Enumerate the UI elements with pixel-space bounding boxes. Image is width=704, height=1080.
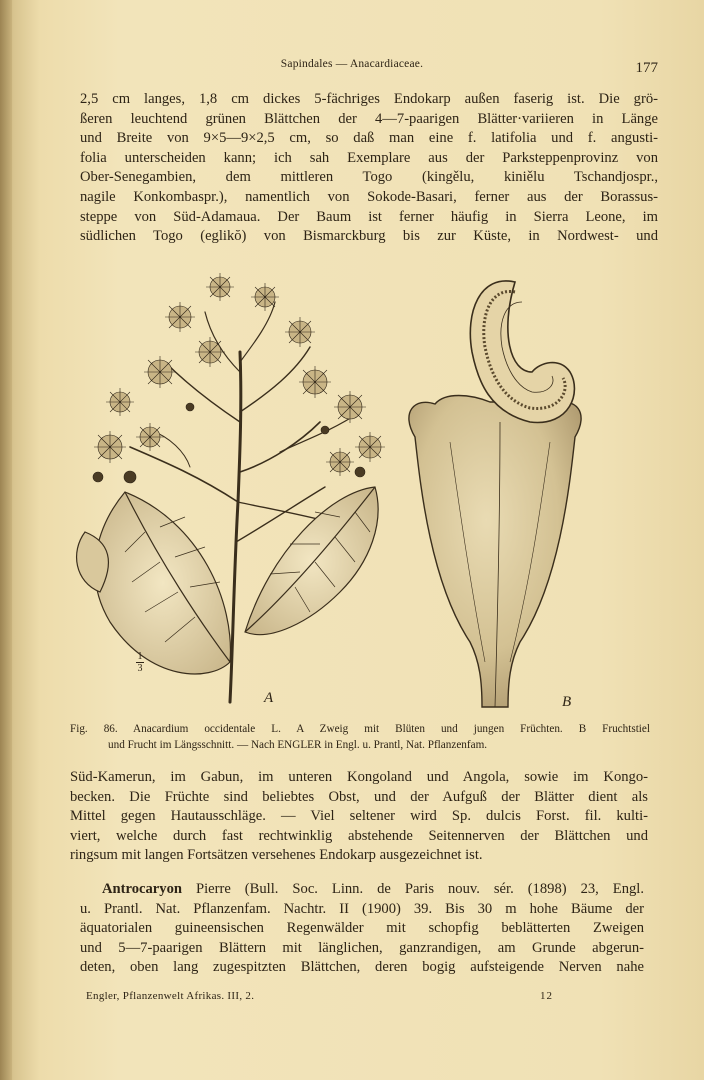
text-line: nagile Konkombaspr.), namentlich von Sokode-Basari, ferner aus der Borassus-	[80, 188, 658, 205]
text-line: deten, oben lang zugespitzten Blättchen, deren bogig aufsteigende Nerven nahe	[80, 959, 644, 976]
text-line: 2,5 cm langes, 1,8 cm dickes 5-fächriges Endokarp außen faserig ist. Die grö-	[80, 91, 658, 107]
text-line: südlichen Togo (eglikŏ) von Bismarckburg bis zur Küste, in Nordwest- und	[80, 228, 658, 245]
text-line: viert, welche durch fast rechtwinklig abstehende Seitennerven der Blättchen und	[70, 827, 648, 844]
text-line: und 5—7-paarigen Blättern mit länglichen, ganzrandigen, am Grunde abgerun-	[80, 939, 644, 956]
figure-label-a: A	[264, 690, 274, 706]
text-line	[80, 880, 644, 900]
genus-name: Antrocaryon	[102, 881, 182, 897]
text-line: u. Prantl. Nat. Pflanzenfam. Nachtr. II (1900) 39. Bis 30 m hohe Bäume der	[80, 900, 644, 917]
footer-book-title: Engler, Pflanzenwelt Afrikas. III, 2.	[86, 990, 255, 1002]
botanical-figure	[70, 262, 660, 718]
body-text-middle	[70, 768, 648, 866]
page-number: 177	[635, 60, 658, 76]
book-gutter	[0, 0, 12, 1080]
text-line: Süd-Kamerun, im Gabun, im unteren Kongoland und Angola, sowie im Kongo-	[70, 769, 648, 785]
text-line: und Breite von 9×5—9×2,5 cm, so daß man eine f. latifolia und f. angusti-	[80, 130, 658, 147]
plant-illustration	[70, 262, 660, 718]
text-line: äquatorialen guineensischen Regenwälder mit schopfig beblätterten Zweigen	[80, 920, 644, 937]
caption-line: Fig. 86. Anacardium occidentale L. A Zweig mit Blüten und jungen Früchten. B Fruchtstiel	[70, 723, 650, 735]
text-line: folia unterscheiden kann; ich sah Exemplare aus der Parksteppenprovinz von	[80, 149, 658, 166]
text-line: Mittel gegen Hautausschläge. — Viel seltener wird Sp. dulcis Forst. fil. kulti-	[70, 808, 648, 825]
figure-label-b: B	[562, 694, 572, 710]
running-head: Sapindales — Anacardiaceae.	[280, 58, 424, 70]
footer-signature: 12	[540, 990, 553, 1002]
fruit-drawing-b	[409, 281, 581, 707]
body-text-bottom	[80, 880, 644, 978]
scale-fraction	[136, 652, 144, 673]
text-line: Ober-Senegambien, dem mittleren Togo (kingělu, kiniělu Tschandjospr.,	[80, 169, 658, 186]
text-line: ßeren leuchtend grünen Blättchen der 4—7-paarigen Blätter·variieren in Länge	[80, 110, 658, 127]
text-line: ringsum mit langen Fortsätzen versehenes Endokarp ausgezeichnet ist.	[70, 847, 483, 864]
genus-citation: Pierre (Bull. Soc. Linn. de Paris nouv. sér. (1898) 23, Engl.	[182, 881, 644, 897]
body-text-top	[80, 90, 658, 247]
leaves	[77, 487, 379, 674]
figure-caption	[70, 722, 650, 753]
text-line: becken. Die Früchte sind beliebtes Obst, und der Aufguß der Blätter dient als	[70, 788, 648, 805]
scale-denominator: 3	[137, 663, 143, 674]
text-line: steppe von Süd-Adamaua. Der Baum ist ferner häufig in Sierra Leone, im	[80, 208, 658, 225]
caption-line: und Frucht im Längsschnitt. — Nach ENGLER in Engl. u. Prantl, Nat. Pflanzenfam.	[108, 738, 488, 751]
scale-numerator: 1	[137, 651, 143, 662]
